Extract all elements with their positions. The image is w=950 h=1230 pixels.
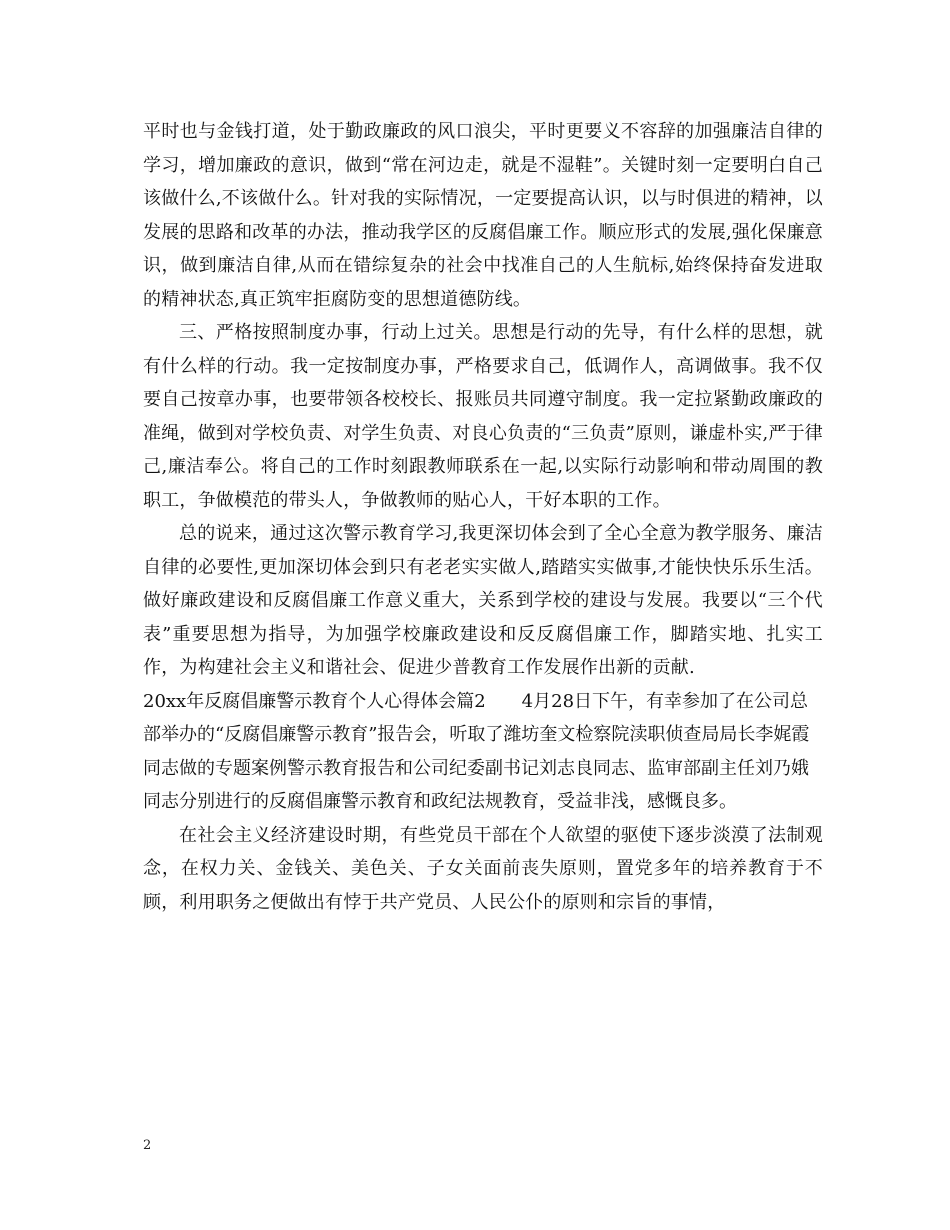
paragraph-summary: 总的说来，通过这次警示教育学习,我更深切体会到了全心全意为教学服务、廉洁自律的必要性,更加深切体会到只有老老实实做人,踏踏实实做事,才能快快乐乐生活。做好廉政建设和反腐倡廉工作意义重大，关系到学校的建设与发展。我要以“三个代表”重要思想为指导，为加强学校廉政建设和反反腐倡廉工作，脚踏实地、扎实工作，为构建社会主义和谐社会、促进少普教育工作发展作出新的贡献. (143, 523, 823, 678)
paragraph-final: 在社会主义经济建设时期，有些党员干部在个人欲望的驱使下逐步淡漠了法制观念，在权力关、金钱关、美色关、子女关面前丧失原则，置党多年的培养教育于不顾，利用职务之便做出有悖于共产党员、人民公仆的原则和宗旨的事情， (143, 824, 823, 913)
paragraph-section-three: 三、严格按照制度办事，行动上过关。思想是行动的先导，有什么样的思想，就有什么样的行动。我一定按制度办事，严格要求自己，低调作人，高调做事。我不仅要自己按章办事，也要带领各校校长、报账员共同遵守制度。我一定拉紧勤政廉政的准绳，做到对学校负责、对学生负责、对良心负责的“三负责”原则，谦虚朴实,严于律己,廉洁奉公。将自己的工作时刻跟教师联系在一起,以实际行动影响和带动周围的教职工，争做模范的带头人，争做教师的贴心人，干好本职的工作。 (143, 322, 823, 511)
section-heading-line (143, 685, 823, 819)
section-intro: 4月28日下午，有幸参加了在公司总部举办的“反腐倡廉警示教育”报告会，听取了潍坊奎文检察院渎职侦查局局长李娓霞同志做的专题案例警示教育报告和公司纪委副书记刘志良同志、监审部副主任刘乃娥同志分别进行的反腐倡廉警示教育和政纪法规教育，受益非浅，感慨良多。 (143, 690, 810, 812)
page-number: 2 (143, 1138, 152, 1153)
paragraph-continuation: 平时也与金钱打道，处于勤政廉政的风口浪尖，平时更要义不容辞的加强廉洁自律的学习，增加廉政的意识，做到“常在河边走，就是不湿鞋”。关键时刻一定要明白自己该做什么,不该做什么。针对我的实际情况，一定要提高认识，以与时俱进的精神，以发展的思路和改革的办法，推动我学区的反腐倡廉工作。顺应形式的发展,强化保廉意识，做到廉洁自律,从而在错综复杂的社会中找准自己的人生航标,始终保持奋发进取的精神状态,真正筑牢拒腐防变的思想道德防线。 (143, 121, 823, 310)
document-body (143, 115, 823, 919)
section-title: 20xx年反腐倡廉警示教育个人心得体会篇2 (143, 690, 486, 712)
